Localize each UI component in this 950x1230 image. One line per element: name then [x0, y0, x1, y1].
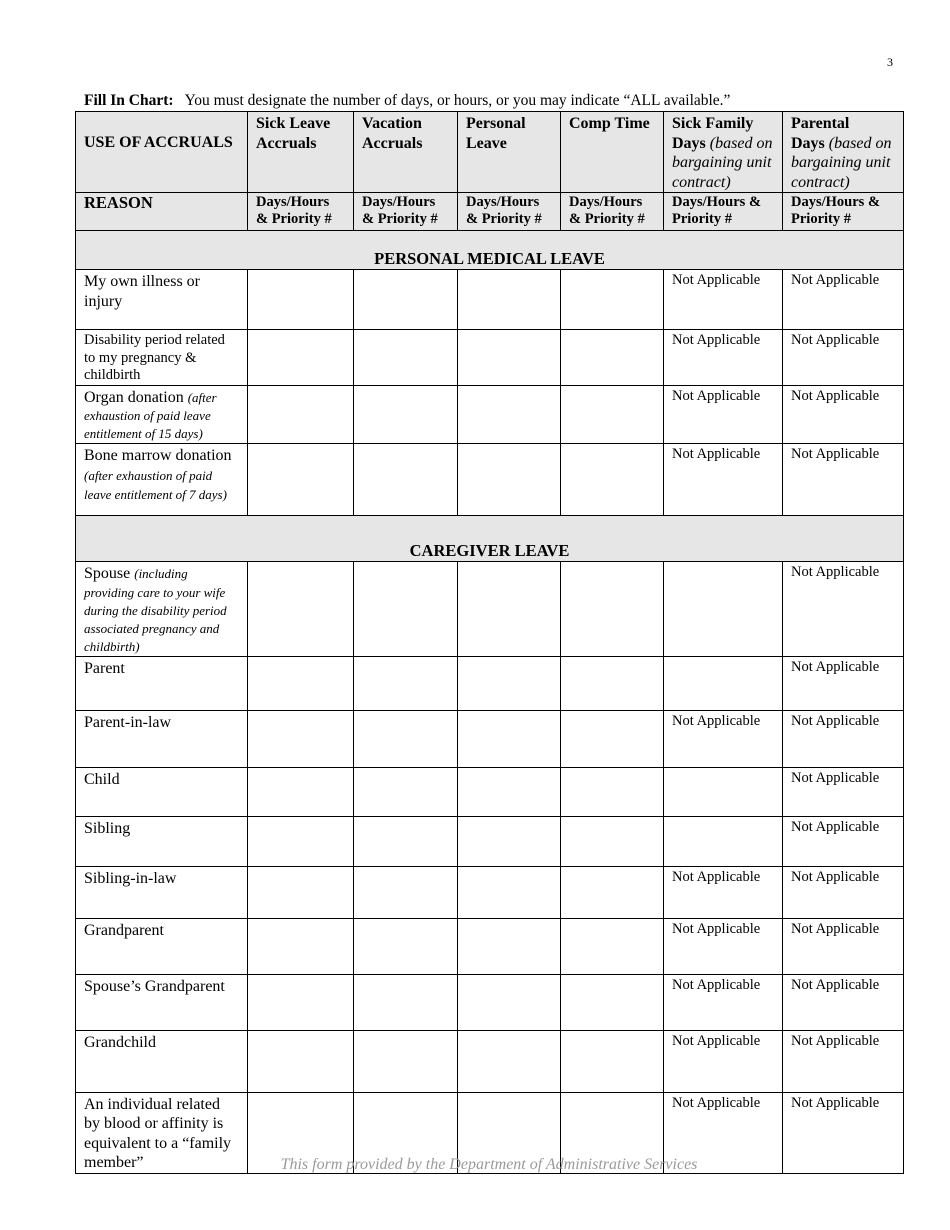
- entry-cell[interactable]: [248, 710, 354, 767]
- entry-cell[interactable]: [561, 270, 664, 330]
- entry-cell[interactable]: [248, 330, 354, 386]
- table-row: [76, 767, 904, 816]
- entry-cell[interactable]: [561, 710, 664, 767]
- reason-cell: Sibling: [76, 816, 248, 866]
- sick-family-cell: Not Applicable: [664, 1030, 783, 1092]
- entry-cell[interactable]: [248, 816, 354, 866]
- entry-cell[interactable]: [561, 562, 664, 657]
- entry-cell[interactable]: [248, 974, 354, 1030]
- entry-cell[interactable]: [248, 866, 354, 918]
- entry-cell[interactable]: [248, 1030, 354, 1092]
- sick-family-cell: Not Applicable: [664, 330, 783, 386]
- reason-cell: Spouse’s Grandparent: [76, 974, 248, 1030]
- header-row-units: [76, 193, 904, 231]
- reason-cell: Disability period related to my pregnancy & childbirth: [76, 330, 248, 386]
- table-row: [76, 656, 904, 710]
- table-row: [76, 385, 904, 444]
- entry-cell[interactable]: [561, 767, 664, 816]
- entry-cell[interactable]: [248, 562, 354, 657]
- table-row: [76, 562, 904, 657]
- parental-cell: Not Applicable: [783, 918, 904, 974]
- instruction-text: You must designate the number of days, or hours, or you may indicate “ALL available.”: [184, 92, 731, 109]
- entry-cell[interactable]: [561, 1030, 664, 1092]
- sick-family-cell[interactable]: [664, 767, 783, 816]
- entry-cell[interactable]: [354, 656, 458, 710]
- entry-cell[interactable]: [354, 918, 458, 974]
- sick-family-cell[interactable]: [664, 816, 783, 866]
- entry-cell[interactable]: [354, 562, 458, 657]
- entry-cell[interactable]: [248, 918, 354, 974]
- sub-header-personal-leave: Days/Hours & Priority #: [458, 193, 561, 231]
- entry-cell[interactable]: [458, 444, 561, 516]
- col-header-sick-leave: Sick Leave Accruals: [248, 112, 354, 193]
- parental-cell: Not Applicable: [783, 974, 904, 1030]
- sub-header-comp-time: Days/Hours & Priority #: [561, 193, 664, 231]
- section-header-row: [76, 516, 904, 562]
- reason-note: (including providing care to your wife during the disability period associated pregnancy and childbirth): [84, 566, 227, 654]
- table-row: [76, 270, 904, 330]
- col-header-personal-leave: Personal Leave: [458, 112, 561, 193]
- entry-cell[interactable]: [458, 767, 561, 816]
- reason-cell: Grandparent: [76, 918, 248, 974]
- reason-cell: Parent-in-law: [76, 710, 248, 767]
- parental-cell: Not Applicable: [783, 866, 904, 918]
- reason-cell: [76, 562, 248, 657]
- reason-cell: An individual related by blood or affinity is equivalent to a “family member”: [76, 1092, 248, 1173]
- reason-text: Spouse: [84, 565, 131, 582]
- table-row: [76, 1030, 904, 1092]
- reason-header: REASON: [76, 193, 248, 231]
- sick-family-cell[interactable]: [664, 562, 783, 657]
- entry-cell[interactable]: [561, 866, 664, 918]
- entry-cell[interactable]: [458, 656, 561, 710]
- sick-family-cell: Not Applicable: [664, 918, 783, 974]
- use-of-accruals-header: USE OF ACCRUALS: [76, 112, 248, 193]
- sick-family-cell: Not Applicable: [664, 385, 783, 444]
- section-header-row: [76, 231, 904, 270]
- reason-text: Organ donation: [84, 388, 184, 406]
- parental-cell: Not Applicable: [783, 444, 904, 516]
- entry-cell[interactable]: [354, 385, 458, 444]
- sick-family-title2: Days: [672, 134, 706, 152]
- entry-cell[interactable]: [458, 330, 561, 386]
- table-row: [76, 974, 904, 1030]
- entry-cell[interactable]: [354, 710, 458, 767]
- col-header-vacation: Vacation Accruals: [354, 112, 458, 193]
- entry-cell[interactable]: [561, 444, 664, 516]
- reason-cell: [76, 385, 248, 444]
- sick-family-cell: Not Applicable: [664, 1092, 783, 1173]
- table-row: [76, 710, 904, 767]
- entry-cell[interactable]: [248, 767, 354, 816]
- reason-note: (after exhaustion of paid leave entitlement of 7 days): [84, 467, 227, 502]
- entry-cell[interactable]: [354, 816, 458, 866]
- entry-cell[interactable]: [458, 1030, 561, 1092]
- entry-cell[interactable]: [248, 270, 354, 330]
- sick-family-cell: Not Applicable: [664, 444, 783, 516]
- section-title-personal-medical: PERSONAL MEDICAL LEAVE: [76, 231, 904, 270]
- parental-title2: Days: [791, 134, 825, 152]
- sick-family-cell: Not Applicable: [664, 974, 783, 1030]
- sub-header-sick-leave: Days/Hours & Priority #: [248, 193, 354, 231]
- parental-title: Parental: [791, 115, 850, 132]
- reason-cell: Sibling-in-law: [76, 866, 248, 918]
- entry-cell[interactable]: [248, 656, 354, 710]
- sub-header-parental: Days/Hours & Priority #: [783, 193, 904, 231]
- entry-cell[interactable]: [354, 974, 458, 1030]
- sick-family-title: Sick Family: [672, 115, 754, 132]
- entry-cell[interactable]: [458, 270, 561, 330]
- reason-note: (after exhaustion of paid leave entitlement of 15 days): [84, 389, 217, 441]
- entry-cell[interactable]: [354, 444, 458, 516]
- sick-family-cell[interactable]: [664, 656, 783, 710]
- sub-header-vacation: Days/Hours & Priority #: [354, 193, 458, 231]
- sick-family-note: (based on bargaining unit contract): [672, 134, 773, 191]
- parental-cell: Not Applicable: [783, 270, 904, 330]
- parental-cell: Not Applicable: [783, 816, 904, 866]
- reason-cell: Grandchild: [76, 1030, 248, 1092]
- table-row: [76, 444, 904, 516]
- entry-cell[interactable]: [458, 918, 561, 974]
- header-row-titles: [76, 112, 904, 193]
- entry-cell[interactable]: [458, 816, 561, 866]
- col-header-sick-family: [664, 112, 783, 193]
- entry-cell[interactable]: [458, 710, 561, 767]
- table-row: [76, 330, 904, 386]
- entry-cell[interactable]: [561, 385, 664, 444]
- reason-cell: [76, 444, 248, 516]
- sick-family-cell: Not Applicable: [664, 710, 783, 767]
- accruals-table: [75, 111, 904, 1174]
- entry-cell[interactable]: [561, 918, 664, 974]
- sick-family-cell: Not Applicable: [664, 270, 783, 330]
- parental-cell: Not Applicable: [783, 1092, 904, 1173]
- parental-cell: Not Applicable: [783, 385, 904, 444]
- table-row: [76, 816, 904, 866]
- entry-cell[interactable]: [354, 330, 458, 386]
- parental-cell: Not Applicable: [783, 330, 904, 386]
- sick-family-cell: Not Applicable: [664, 866, 783, 918]
- sub-header-sick-family: Days/Hours & Priority #: [664, 193, 783, 231]
- entry-cell[interactable]: [458, 974, 561, 1030]
- fill-in-instruction: [84, 92, 730, 110]
- parental-cell: Not Applicable: [783, 562, 904, 657]
- instruction-label: Fill In Chart:: [84, 92, 174, 109]
- section-title-caregiver: CAREGIVER LEAVE: [76, 516, 904, 562]
- entry-cell[interactable]: [561, 656, 664, 710]
- parental-cell: Not Applicable: [783, 656, 904, 710]
- parental-note: (based on bargaining unit contract): [791, 134, 892, 191]
- parental-cell: Not Applicable: [783, 1030, 904, 1092]
- entry-cell[interactable]: [354, 767, 458, 816]
- parental-cell: Not Applicable: [783, 710, 904, 767]
- col-header-comp-time: Comp Time: [561, 112, 664, 193]
- parental-cell: Not Applicable: [783, 767, 904, 816]
- col-header-parental: [783, 112, 904, 193]
- table-row: [76, 918, 904, 974]
- entry-cell[interactable]: [458, 562, 561, 657]
- reason-cell: My own illness or injury: [76, 270, 248, 330]
- entry-cell[interactable]: [561, 974, 664, 1030]
- footer-note: This form provided by the Department of Administrative Services: [280, 1156, 698, 1173]
- reason-cell: Parent: [76, 656, 248, 710]
- entry-cell[interactable]: [458, 385, 561, 444]
- table-row: [76, 866, 904, 918]
- page-number: 3: [887, 55, 893, 69]
- entry-cell[interactable]: [458, 866, 561, 918]
- entry-cell[interactable]: [354, 270, 458, 330]
- entry-cell[interactable]: [561, 816, 664, 866]
- entry-cell[interactable]: [354, 1030, 458, 1092]
- entry-cell[interactable]: [248, 444, 354, 516]
- entry-cell[interactable]: [354, 866, 458, 918]
- reason-text: Bone marrow donation: [84, 447, 232, 464]
- reason-cell: Child: [76, 767, 248, 816]
- entry-cell[interactable]: [248, 385, 354, 444]
- entry-cell[interactable]: [561, 330, 664, 386]
